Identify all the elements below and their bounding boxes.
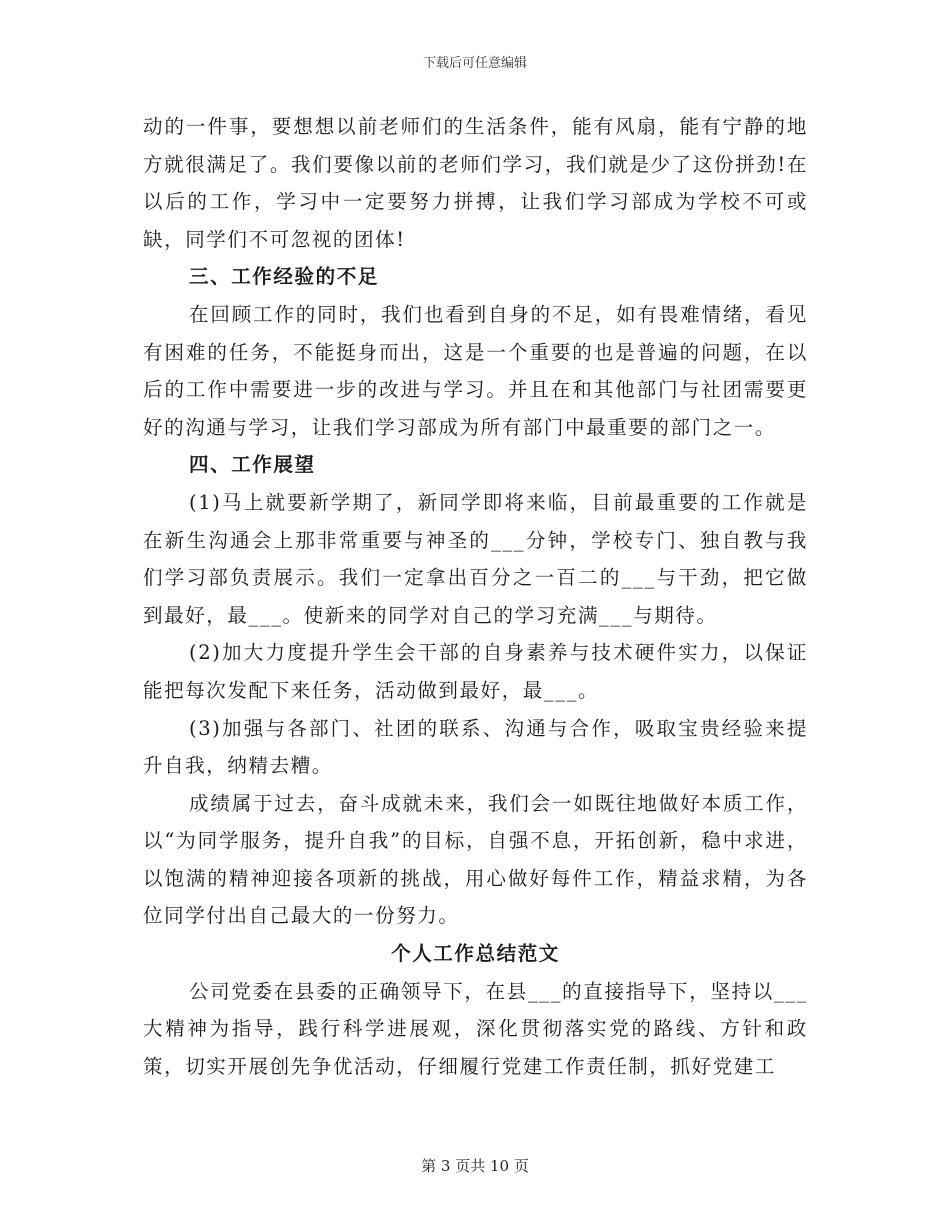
paragraph-conclusion: 成绩属于过去，奋斗成就未来，我们会一如既往地做好本质工作，以“为同学服务，提升自我”的目标，自强不息，开拓创新，稳中求进，以饱满的精神迎接各项新的挑战，用心做好每件工作，精益求精，为各位同学付出自己最大的一份努力。: [143, 791, 808, 928]
paragraph-outlook-2: (2)加大力度提升学生会干部的自身素养与技术硬件实力，以保证能把每次发配下来任务，活动做到最好，最___。: [143, 641, 808, 702]
paragraph-intro: 公司党委在县委的正确领导下，在县___的直接指导下，坚持以___大精神为指导，践行科学进展观，深化贯彻落实党的路线、方针和政策，切实开展创先争优活动，仔细履行党建工作责任制，抓好党建工: [143, 979, 808, 1078]
paragraph-shortcomings: 在回顾工作的同时，我们也看到自身的不足，如有畏难情绪，看见有困难的任务，不能挺身而出，这是一个重要的也是普遍的问题，在以后的工作中需要进一步的改进与学习。并且在和其他部门与社团需要更好的沟通与学习，让我们学习部成为所有部门中最重要的部门之一。: [143, 302, 808, 439]
page-footer: 第 3 页共 10 页: [421, 1157, 529, 1175]
document-body: [143, 108, 808, 1085]
page-header: 下载后可任意编辑: [422, 56, 527, 71]
paragraph-continuation: 动的一件事，要想想以前老师们的生活条件，能有风扇，能有宁静的地方就很满足了。我们要像以前的老师们学习，我们就是少了这份拼劲!在以后的工作，学习中一定要努力拼搏，让我们学习部成为学校不可或缺，同学们不可忽视的团体!: [143, 115, 808, 251]
document-title: 个人工作总结范文: [391, 942, 560, 966]
section-heading-3: 三、工作经验的不足: [189, 265, 379, 289]
paragraph-outlook-1: (1)马上就要新学期了，新同学即将来临，目前最重要的工作就是在新生沟通会上那非常重要与神圣的___分钟，学校专门、独自教与我们学习部负责展示。我们一定拿出百分之一百二的___与干劲，把它做到最好，最___。使新来的同学对自己的学习充满___与期待。: [143, 490, 808, 627]
paragraph-outlook-3: (3)加强与各部门、社团的联系、沟通与合作，吸取宝贵经验来提升自我，纳精去糟。: [143, 716, 808, 778]
section-heading-4: 四、工作展望: [189, 453, 316, 477]
